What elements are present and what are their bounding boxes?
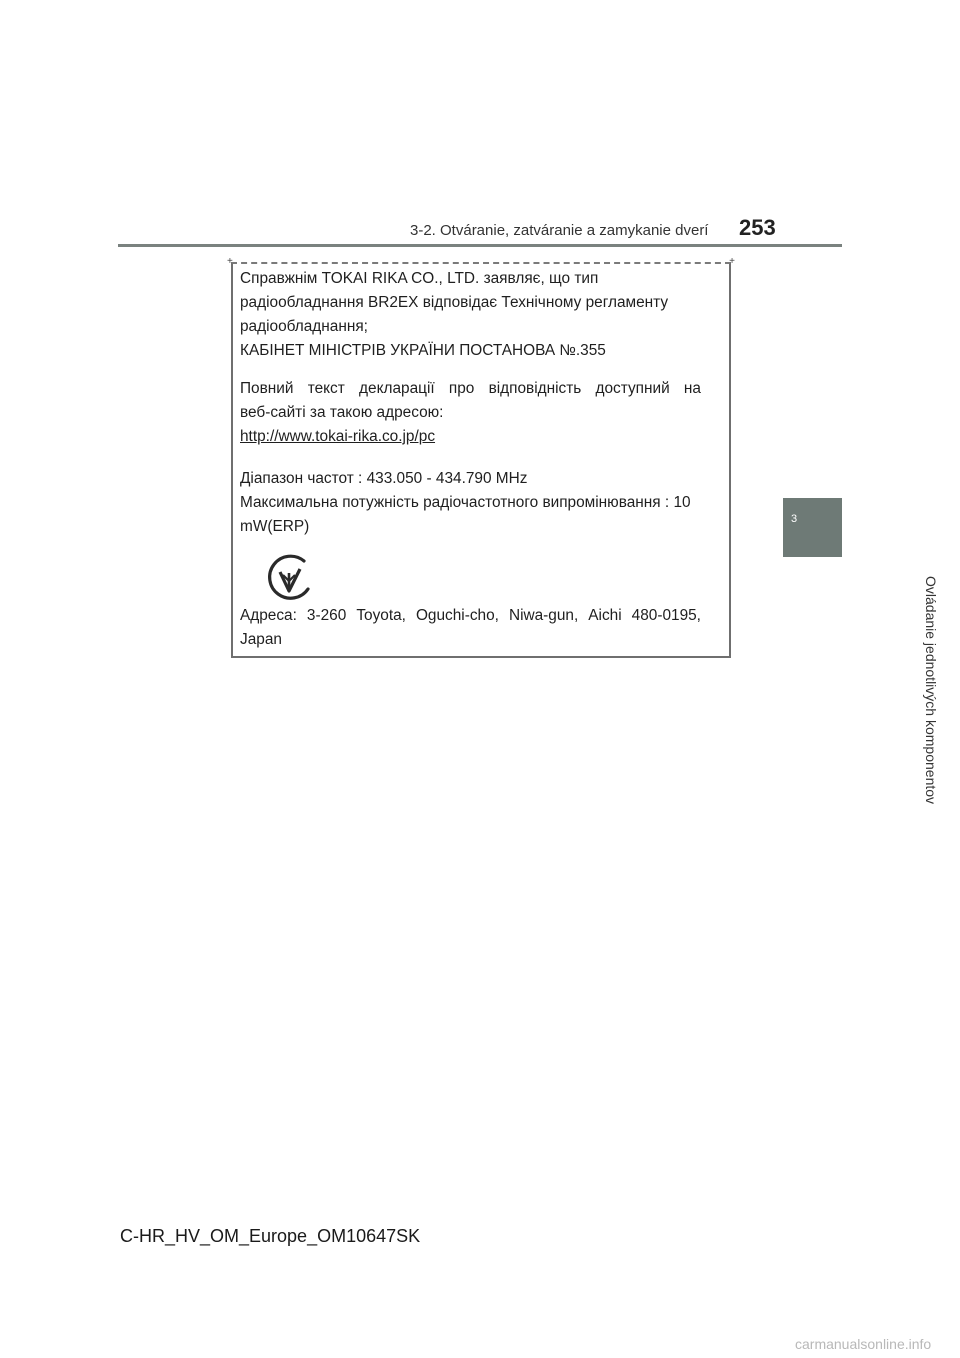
declaration-justified-line xyxy=(240,604,701,628)
declaration-box xyxy=(227,256,735,658)
declaration-line: mW(ERP) xyxy=(240,518,310,535)
word: Aichi xyxy=(588,607,622,624)
declaration-line: Діапазон частот : 433.050 - 434.790 MHz xyxy=(240,470,528,487)
word: про xyxy=(448,380,475,397)
declaration-url-link[interactable]: http://www.tokai-rika.co.jp/pc xyxy=(240,428,436,445)
chapter-number: 3 xyxy=(790,513,798,525)
ukraine-conformity-mark-icon xyxy=(264,551,316,603)
declaration-line: веб-сайті за такою адресою: xyxy=(240,404,444,421)
word: Niwa-gun, xyxy=(508,607,579,624)
word: текст xyxy=(307,380,345,397)
header-divider xyxy=(118,244,842,247)
word: 3-260 xyxy=(306,607,347,624)
word: Oguchi-cho, xyxy=(415,607,499,624)
watermark: carmanualsonline.info xyxy=(795,1336,932,1352)
declaration-line: радіообладнання BR2EX відповідає Технічному регламенту xyxy=(240,294,669,311)
corner-mark-left: + xyxy=(227,256,233,267)
declaration-paragraph-2 xyxy=(240,377,701,449)
word: Toyota, xyxy=(356,607,406,624)
declaration-line: Максимальна потужність радіочастотного випромінювання : 10 xyxy=(240,494,691,511)
chapter-tab xyxy=(783,498,842,557)
word: доступний xyxy=(595,380,670,397)
declaration-line: КАБІНЕТ МІНІСТРІВ УКРАЇНИ ПОСТАНОВА №.355 xyxy=(240,342,606,359)
declaration-paragraph-1 xyxy=(240,267,701,363)
section-title: 3-2. Otváranie, zatváranie a zamykanie dverí xyxy=(410,222,709,239)
word: Адреса: xyxy=(240,607,297,624)
declaration-paragraph-3 xyxy=(240,467,701,539)
declaration-line: Справжнім TOKAI RIKA CO., LTD. заявляє, що тип xyxy=(240,270,599,287)
chapter-title: Ovládanie jednotlivých komponentov xyxy=(923,576,939,805)
declaration-line: Japan xyxy=(240,631,282,648)
word: відповідність xyxy=(488,380,582,397)
word: Повний xyxy=(240,380,294,397)
document-code: C-HR_HV_OM_Europe_OM10647SK xyxy=(120,1226,421,1246)
word: на xyxy=(683,380,701,397)
word: 480-0195, xyxy=(631,607,701,624)
word: декларації xyxy=(359,380,435,397)
chapter-title-container xyxy=(803,562,939,812)
page-number: 253 xyxy=(739,215,776,240)
declaration-paragraph-address xyxy=(240,604,701,652)
declaration-line: радіообладнання; xyxy=(240,318,368,335)
corner-mark-right: + xyxy=(729,256,735,267)
declaration-justified-line xyxy=(240,377,701,401)
declaration-url-line xyxy=(240,425,701,449)
